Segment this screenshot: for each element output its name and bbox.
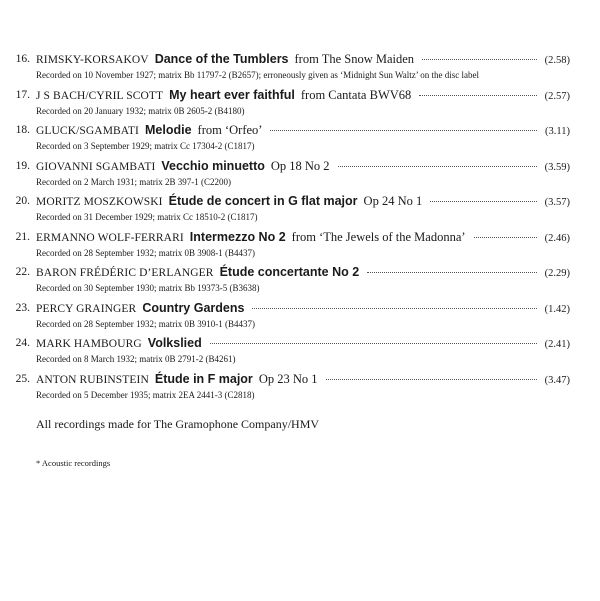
dot-leader — [210, 343, 537, 344]
track-number: 24. — [15, 337, 30, 349]
work-title: Melodie — [145, 123, 192, 137]
track-duration: (2.57) — [544, 90, 570, 102]
track-title-line — [36, 301, 570, 315]
track-duration: (3.47) — [544, 374, 570, 386]
track-number: 19. — [15, 159, 30, 172]
work-detail: from Cantata BWV68 — [300, 87, 412, 102]
track-title-line — [36, 52, 570, 67]
track-number: 16. — [15, 53, 30, 65]
work-title: Intermezzo No 2 — [189, 229, 286, 244]
recording-details: Recorded on 10 November 1927; matrix Bb 11797-2 (B2657); erroneously given as ‘Midnight Sun Waltz’ on the disc label — [36, 70, 480, 80]
work-detail: from ‘The Jewels of the Madonna’ — [291, 229, 466, 244]
track-title-line — [36, 88, 570, 103]
track-duration: (2.41) — [544, 339, 570, 350]
work-detail: Op 18 No 2 — [270, 158, 330, 173]
recording-company-note: All recordings made for The Gramophone Company/HMV — [36, 417, 320, 431]
work-title: Étude in F major — [154, 371, 253, 386]
composer-name: PERCY GRAINGER — [36, 302, 137, 315]
dot-leader — [326, 379, 537, 380]
track-number: 17. — [15, 88, 30, 101]
track-title-line — [36, 230, 570, 245]
composer-name: MARK HAMBOURG — [36, 338, 142, 350]
track-duration: (3.57) — [544, 197, 570, 208]
recording-details: Recorded on 20 January 1932; matrix 0B 2605-2 (B4180) — [36, 105, 245, 116]
recording-details: Recorded on 28 September 1932; matrix 0B 3908-1 (B4437) — [36, 247, 255, 258]
track-title-line — [36, 336, 570, 350]
track-title-line — [36, 265, 570, 279]
track-duration: (3.59) — [544, 161, 570, 173]
composer-name: GIOVANNI SGAMBATI — [36, 160, 156, 173]
track-number: 25. — [15, 372, 30, 385]
recording-details: Recorded on 30 September 1930; matrix Bb 19373-5 (B3638) — [36, 283, 260, 293]
dot-leader — [338, 166, 537, 167]
track-duration: (2.58) — [544, 55, 570, 66]
track-number: 18. — [15, 124, 30, 136]
composer-name: ANTON RUBINSTEIN — [36, 373, 149, 386]
composer-name: GLUCK/SGAMBATI — [36, 125, 139, 137]
track-title-line — [36, 159, 570, 174]
work-title: Vecchio minuetto — [161, 158, 265, 173]
track-duration: (3.11) — [545, 126, 570, 137]
work-detail: Op 23 No 1 — [258, 371, 318, 386]
work-title: Dance of the Tumblers — [154, 52, 289, 66]
composer-name: ERMANNO WOLF-FERRARI — [36, 231, 184, 244]
work-title: Étude concertante No 2 — [219, 265, 360, 279]
footnote: * Acoustic recordings — [36, 458, 111, 468]
recording-details: Recorded on 31 December 1929; matrix Cc 18510-2 (C1817) — [36, 212, 258, 222]
track-title-line — [36, 123, 570, 138]
work-detail: from The Snow Maiden — [294, 52, 415, 66]
dot-leader — [419, 95, 536, 96]
dot-leader — [474, 237, 537, 238]
composer-name: BARON FRÉDÉRIC D’ERLANGER — [36, 267, 214, 279]
track-title-line — [36, 372, 570, 387]
dot-leader — [252, 308, 536, 309]
work-title: My heart ever faithful — [169, 87, 295, 102]
track-number: 21. — [15, 230, 30, 243]
recording-details: Recorded on 28 September 1932; matrix 0B 3910-1 (B4437) — [36, 318, 255, 329]
recording-details: Recorded on 5 December 1935; matrix 2EA 2441-3 (C2818) — [36, 389, 255, 400]
composer-name: J S BACH/CYRIL SCOTT — [36, 89, 164, 102]
work-detail: from ‘Orfeo’ — [197, 123, 263, 137]
track-number: 22. — [15, 266, 30, 278]
work-title: Volkslied — [147, 336, 202, 350]
track-duration: (2.46) — [544, 232, 570, 244]
work-title: Étude de concert in G flat major — [168, 194, 358, 208]
composer-name: RIMSKY-KORSAKOV — [36, 54, 149, 66]
work-title: Country Gardens — [142, 300, 245, 315]
recording-details: Recorded on 3 September 1929; matrix Cc 17304-2 (C1817) — [36, 141, 255, 151]
recording-details: Recorded on 2 March 1931; matrix 2B 397-1 (C2200) — [36, 176, 231, 187]
dot-leader — [270, 130, 537, 131]
recording-details: Recorded on 8 March 1932; matrix 0B 2791-2 (B4261) — [36, 354, 236, 364]
track-number: 23. — [15, 301, 30, 314]
track-duration: (1.42) — [544, 303, 570, 315]
track-number: 20. — [15, 195, 30, 207]
dot-leader — [367, 272, 536, 273]
dot-leader — [422, 59, 537, 60]
track-duration: (2.29) — [544, 268, 570, 279]
track-title-line — [36, 194, 570, 209]
dot-leader — [430, 201, 536, 202]
composer-name: MORITZ MOSZKOWSKI — [36, 196, 163, 208]
work-detail: Op 24 No 1 — [363, 194, 423, 208]
